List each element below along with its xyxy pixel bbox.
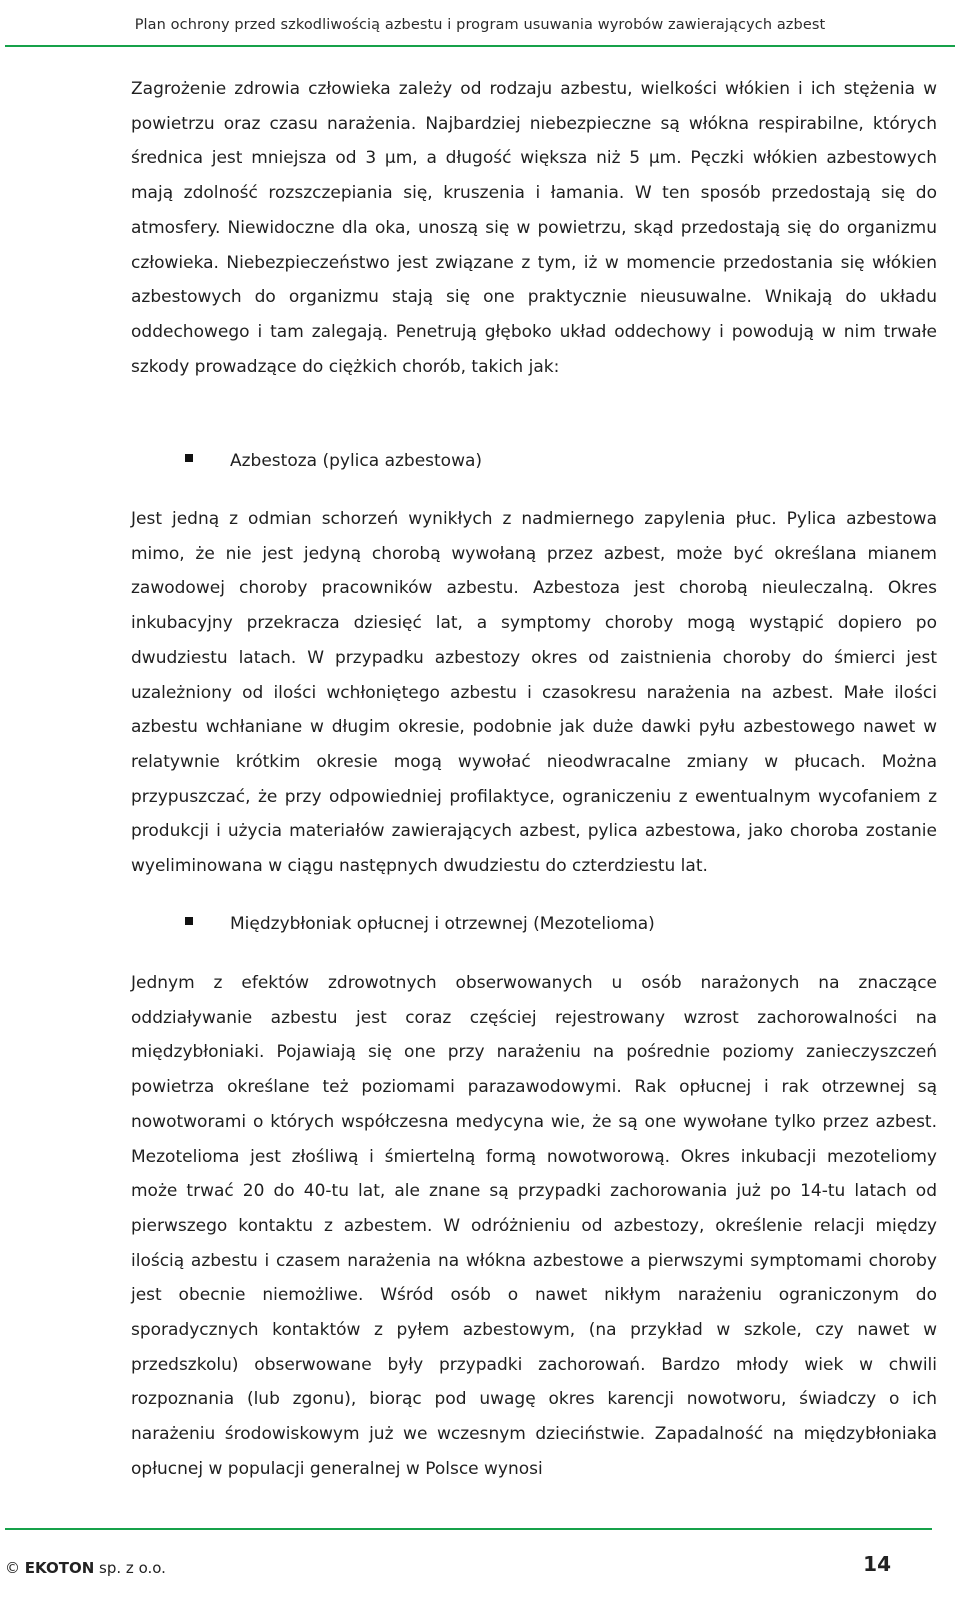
header-divider bbox=[5, 45, 955, 47]
page-number: 14 bbox=[863, 1552, 891, 1576]
footer-divider bbox=[5, 1528, 932, 1530]
company-name: EKOTON bbox=[24, 1559, 95, 1577]
paragraph-health-risk: Zagrożenie zdrowia człowieka zależy od rodzaju azbestu, wielkości włókien i ich stężenia w powietrzu oraz czasu narażenia. Najbardziej niebezpieczne są włókna respirabilne, których średnica jest mniejsza od 3 μm, a długość większa niż 5 μm. Pęczki włókien azbestowych mają zdolność rozszczepiania się, kruszenia i łamania. W ten sposób przedostają się do atmosfery. Niewidoczne dla oka, unoszą się w powietrzu, skąd przedostają się do organizmu człowieka. Niebezpieczeństwo jest związane z tym, iż w momencie przedostania się włókien azbestowych do organizmu stają się one praktycznie nieusuwalne. Wnikają do układu oddechowego i tam zalegają. Penetrują głęboko układ oddechowy i powodują w nim trwałe szkody prowadzące do ciężkich chorób, takich jak: bbox=[131, 79, 937, 377]
header-title: Plan ochrony przed szkodliwością azbestu i program usuwania wyrobów zawierających azbest bbox=[134, 17, 826, 33]
list-item-asbestosis bbox=[185, 451, 482, 471]
square-bullet-icon bbox=[185, 454, 193, 462]
paragraph-mesothelioma: Jednym z efektów zdrowotnych obserwowanych u osób narażonych na znaczące oddziaływanie azbestu jest coraz częściej rejestrowany wzrost zachorowalności na międzybłoniaki. Pojawiają się one przy narażeniu na pośrednie poziomy zanieczyszczeń powietrza określane też poziomami parazawodowymi. Rak opłucnej i rak otrzewnej są nowotworami o których współczesna medycyna wie, że są one wywołane tylko przez azbest. Mezotelioma jest złośliwą i śmiertelną formą nowotworową. Okres inkubacji mezoteliomy może trwać 20 do 40-tu lat, ale znane są przypadki zachorowania już po 14-tu latach od pierwszego kontaktu z azbestem. W odróżnieniu od azbestozy, określenie relacji między ilością azbestu i czasem narażenia na włókna azbestowe a pierwszymi symptomami choroby jest obecnie niemożliwe. Wśród osób o nawet nikłym narażeniu ograniczonym do sporadycznych kontaktów z pyłem azbestowym, (na przykład w szkole, czy nawet w przedszkolu) obserwowane były przypadki zachorowań. Bardzo młody wiek w chwili rozpoznania (lub zgonu), biorąc pod uwagę okres karencji nowotworu, świadczy o ich narażeniu środowiskowym już we wczesnym dzieciństwie. Zapadalność na międzybłoniaka opłucnej w populacji generalnej w Polsce wynosi bbox=[131, 973, 937, 1479]
list-item-label: Międzybłoniak opłucnej i otrzewnej (Mezotelioma) bbox=[230, 914, 655, 934]
square-bullet-icon bbox=[185, 917, 193, 925]
footer-company bbox=[5, 1559, 166, 1577]
list-item-label: Azbestoza (pylica azbestowa) bbox=[230, 451, 483, 471]
copyright-icon: © bbox=[5, 1559, 20, 1577]
page-header bbox=[0, 0, 960, 46]
paragraph-asbestosis: Jest jedną z odmian schorzeń wynikłych z nadmiernego zapylenia płuc. Pylica azbestowa mimo, że nie jest jedyną chorobą wywołaną przez azbest, może być określana mianem zawodowej choroby pracowników azbestu. Azbestoza jest chorobą nieuleczalną. Okres inkubacyjny przekracza dziesięć lat, a symptomy choroby mogą wystąpić dopiero po dwudziestu latach. W przypadku azbestozy okres od zaistnienia choroby do śmierci jest uzależniony od ilości wchłoniętego azbestu i czasokresu narażenia na azbest. Małe ilości azbestu wchłaniane w długim okresie, podobnie jak duże dawki pyłu azbestowego nawet w relatywnie krótkim okresie mogą wywołać nieodwracalne zmiany w płucach. Można przypuszczać, że przy odpowiedniej profilaktyce, ograniczeniu z ewentualnym wycofaniem z produkcji i użycia materiałów zawierających azbest, pylica azbestowa, jako choroba zostanie wyeliminowana w ciągu następnych dwudziestu do czterdziestu lat. bbox=[131, 509, 937, 877]
page-footer bbox=[0, 1520, 960, 1599]
company-suffix: sp. z o.o. bbox=[94, 1559, 166, 1577]
list-item-mesothelioma bbox=[185, 914, 655, 934]
